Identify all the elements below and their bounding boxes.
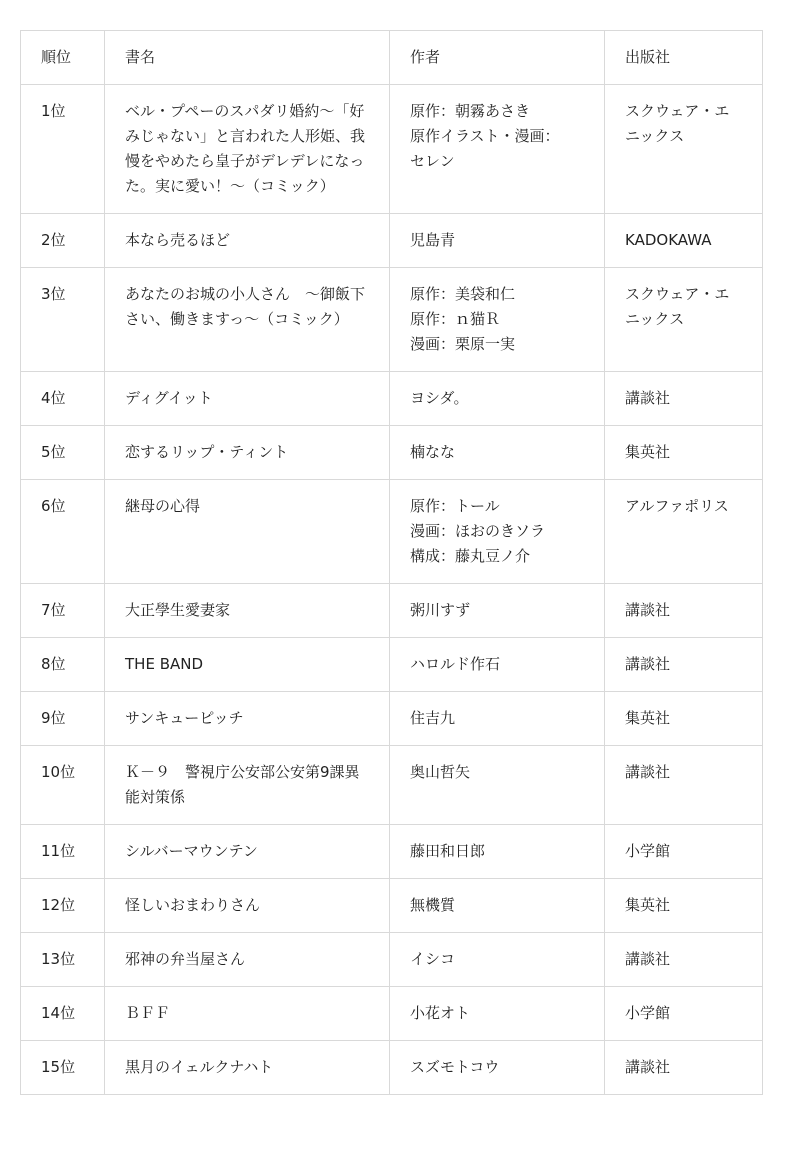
title-cell: 本なら売るほど — [105, 214, 390, 268]
author-line: 奥山哲矢 — [410, 763, 471, 781]
author-cell — [390, 372, 605, 426]
publisher-cell: 小学館 — [605, 825, 763, 879]
publisher-cell: 講談社 — [605, 372, 763, 426]
author-line: スズモトコウ — [410, 1058, 500, 1076]
author-line: 粥川すず — [410, 601, 471, 619]
author-line: 原作：美袋和仁 — [410, 285, 516, 303]
title-cell: シルバーマウンテン — [105, 825, 390, 879]
author-cell — [390, 268, 605, 372]
publisher-cell: 集英社 — [605, 692, 763, 746]
header-row — [21, 31, 763, 85]
author-cell — [390, 426, 605, 480]
table-row — [21, 584, 763, 638]
rank-cell: 3位 — [21, 268, 105, 372]
rank-cell: 12位 — [21, 879, 105, 933]
table-row — [21, 933, 763, 987]
ranking-table-container — [20, 30, 763, 1095]
table-row — [21, 268, 763, 372]
title-cell: あなたのお城の小人さん ～御飯下さい、働きますっ～（コミック） — [105, 268, 390, 372]
publisher-cell: アルファポリス — [605, 480, 763, 584]
author-cell — [390, 879, 605, 933]
title-cell: 邪神の弁当屋さん — [105, 933, 390, 987]
title-cell: サンキューピッチ — [105, 692, 390, 746]
publisher-cell: 小学館 — [605, 987, 763, 1041]
author-cell — [390, 480, 605, 584]
author-line: 児島青 — [410, 231, 456, 249]
author-cell — [390, 638, 605, 692]
author-line: 原作：朝霧あさき — [410, 102, 531, 120]
title-cell: ベル・プペーのスパダリ婚約～「好みじゃない」と言われた人形姫、我慢をやめたら皇子がデレデレになった。実に愛い！～（コミック） — [105, 85, 390, 214]
ranking-table — [20, 30, 763, 1095]
author-line: 無機質 — [410, 896, 456, 914]
author-line: 楠なな — [410, 443, 456, 461]
author-cell — [390, 987, 605, 1041]
header-title: 書名 — [105, 31, 390, 85]
rank-cell: 4位 — [21, 372, 105, 426]
author-cell — [390, 1041, 605, 1095]
author-line: 藤田和日郎 — [410, 842, 486, 860]
rank-cell: 2位 — [21, 214, 105, 268]
publisher-cell: KADOKAWA — [605, 214, 763, 268]
table-row — [21, 825, 763, 879]
publisher-cell: スクウェア・エニックス — [605, 268, 763, 372]
author-cell — [390, 692, 605, 746]
title-cell: ＢＦＦ — [105, 987, 390, 1041]
publisher-cell: 講談社 — [605, 1041, 763, 1095]
publisher-cell: 集英社 — [605, 879, 763, 933]
publisher-cell: 講談社 — [605, 746, 763, 825]
rank-cell: 1位 — [21, 85, 105, 214]
publisher-cell: 講談社 — [605, 584, 763, 638]
rank-cell: 10位 — [21, 746, 105, 825]
author-line: 漫画：ほおのきソラ — [410, 522, 546, 540]
title-cell: 怪しいおまわりさん — [105, 879, 390, 933]
author-line: 漫画：栗原一実 — [410, 335, 516, 353]
rank-cell: 15位 — [21, 1041, 105, 1095]
rank-cell: 8位 — [21, 638, 105, 692]
header-author: 作者 — [390, 31, 605, 85]
publisher-cell: スクウェア・エニックス — [605, 85, 763, 214]
title-cell: 継母の心得 — [105, 480, 390, 584]
author-line: 構成：藤丸豆ノ介 — [410, 547, 531, 565]
table-row — [21, 480, 763, 584]
title-cell: THE BAND — [105, 638, 390, 692]
publisher-cell: 講談社 — [605, 933, 763, 987]
publisher-cell: 講談社 — [605, 638, 763, 692]
table-row — [21, 85, 763, 214]
rank-cell: 7位 — [21, 584, 105, 638]
table-row — [21, 692, 763, 746]
author-cell — [390, 85, 605, 214]
title-cell: 恋するリップ・ティント — [105, 426, 390, 480]
table-row — [21, 746, 763, 825]
author-line: セレン — [410, 152, 455, 170]
header-publisher: 出版社 — [605, 31, 763, 85]
rank-cell: 5位 — [21, 426, 105, 480]
title-cell: 大正學生愛妻家 — [105, 584, 390, 638]
table-row — [21, 638, 763, 692]
author-line: 住吉九 — [410, 709, 456, 727]
author-cell — [390, 584, 605, 638]
table-row — [21, 214, 763, 268]
rank-cell: 11位 — [21, 825, 105, 879]
publisher-cell: 集英社 — [605, 426, 763, 480]
table-row — [21, 426, 763, 480]
title-cell: Ｋ－９ 警視庁公安部公安第9課異能対策係 — [105, 746, 390, 825]
rank-cell: 14位 — [21, 987, 105, 1041]
rank-cell: 13位 — [21, 933, 105, 987]
author-line: 原作イラスト・漫画： — [410, 127, 560, 145]
author-line: 原作：ｎ猫Ｒ — [410, 310, 501, 328]
author-cell — [390, 746, 605, 825]
author-line: 小花オト — [410, 1004, 471, 1022]
rank-cell: 9位 — [21, 692, 105, 746]
table-row — [21, 987, 763, 1041]
author-line: 原作：トール — [410, 497, 500, 515]
author-line: ハロルド作石 — [410, 655, 501, 673]
author-line: ヨシダ。 — [410, 389, 469, 407]
table-row — [21, 372, 763, 426]
header-rank: 順位 — [21, 31, 105, 85]
title-cell: 黒月のイェルクナハト — [105, 1041, 390, 1095]
rank-cell: 6位 — [21, 480, 105, 584]
author-line: イシコ — [410, 950, 456, 968]
author-cell — [390, 933, 605, 987]
author-cell — [390, 214, 605, 268]
author-cell — [390, 825, 605, 879]
table-row — [21, 879, 763, 933]
title-cell: ディグイット — [105, 372, 390, 426]
table-row — [21, 1041, 763, 1095]
